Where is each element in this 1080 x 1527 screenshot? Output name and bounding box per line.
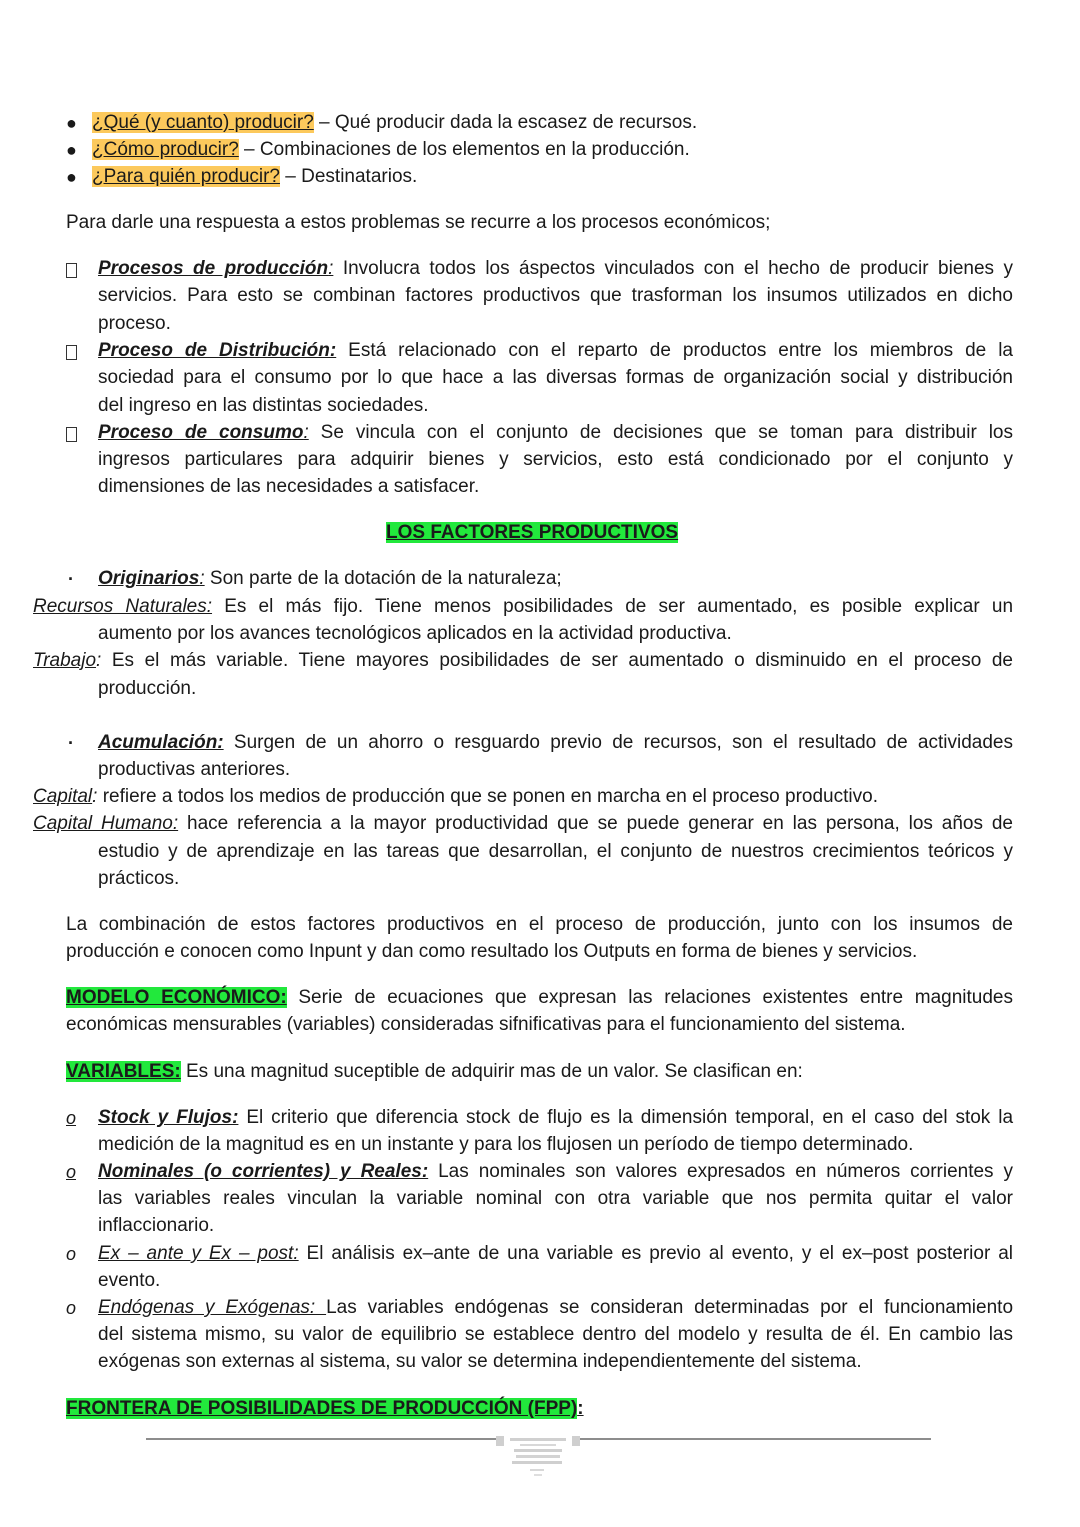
- intro-paragraph: Para darle una respuesta a estos problemas se recurre a los procesos económicos;: [66, 212, 771, 233]
- trabajo-term: Trabajo: [33, 650, 97, 671]
- bullet-circle-icon: o: [66, 1108, 77, 1128]
- variables-line: [66, 1060, 803, 1084]
- acumulacion-line2: productivas anteriores.: [98, 759, 291, 780]
- tipo-text: El criterio que diferencia stock de flujo es la dimensión temporal, en el caso del stok la: [238, 1107, 1014, 1128]
- tipo-text: Las nominales son valores expresados en números corrientes y: [428, 1161, 1014, 1182]
- proceso-distribucion-line1: [98, 339, 1013, 363]
- tipo-endogenas-line1: [98, 1296, 1013, 1320]
- question-text: – Combinaciones de los elementos en la producción.: [238, 139, 690, 160]
- combinacion-line2: producción e conocen como Inpunt y dan como resultado los Outputs en forma de bienes y servicios.: [66, 941, 918, 962]
- question-term: ¿Para quién producir?: [92, 166, 280, 187]
- modelo-term: MODELO ECONÓMICO:: [66, 987, 287, 1008]
- proceso-consumo-line2: ingresos particulares para adquirir bienes y servicios, esto está condicionado por el conjunto y: [98, 449, 1013, 470]
- modelo-text: Serie de ecuaciones que expresan las relaciones existentes entre magnitudes: [286, 987, 1013, 1008]
- section-title-factores: [386, 521, 678, 545]
- bullet-dot-icon: ●: [66, 167, 77, 187]
- trabajo-line2: producción.: [98, 678, 197, 699]
- modelo-line1: [66, 986, 1013, 1010]
- fpp-colon: :: [577, 1398, 584, 1419]
- modelo-line2: económicas mensurables (variables) consideradas sifnificativas para el funcionamiento del sistema.: [66, 1014, 906, 1035]
- bullet-circle-icon: o: [66, 1162, 77, 1182]
- tipo-exante-line1: [98, 1242, 1013, 1266]
- proceso-term: Proceso de Distribución:: [98, 340, 337, 361]
- recursos-text: Es el más fijo. Tiene menos posibilidades de ser aumentado, es posible explicar un: [212, 596, 1014, 617]
- tipo-nominales-line2: las variables reales vinculan la variable nominal con otra variable que nos permita quitar el valor: [98, 1188, 1013, 1209]
- tipo-term: Ex – ante y Ex – post:: [98, 1243, 299, 1264]
- originarios-term: Originarios: [98, 568, 200, 589]
- tipo-text: El análisis ex–ante de una variable es previo al evento, y el ex–post posterior al: [298, 1243, 1013, 1264]
- capital-humano-line3: prácticos.: [98, 868, 180, 889]
- capital-colon: :: [92, 786, 98, 807]
- acumulacion-text: Surgen de un ahorro o resguardo previo de recursos, son el resultado de actividades: [223, 732, 1013, 753]
- trabajo-colon: :: [96, 650, 102, 671]
- footer-rule-left: [146, 1438, 496, 1440]
- tipo-endogenas-line2: del sistema mismo, su valor de equilibrio se establece dentro del modelo y resulta de él. En cambio las: [98, 1324, 1013, 1345]
- trabajo-text: Es el más variable. Tiene mayores posibilidades de ser aumentado o disminuido en el proceso de: [101, 650, 1013, 671]
- capital-term: Capital: [33, 786, 93, 807]
- proceso-term: Proceso de consumo: [98, 422, 304, 443]
- checkbox-square-icon: [66, 427, 77, 442]
- tipo-term: Endógenas y Exógenas:: [98, 1297, 327, 1318]
- capital-humano-term: Capital Humano:: [33, 813, 179, 834]
- fpp-term: FRONTERA DE POSIBILIDADES DE PRODUCCIÓN (FPP): [66, 1398, 578, 1419]
- recursos-term: Recursos Naturales:: [33, 596, 213, 617]
- proceso-produccion-line3: proceso.: [98, 313, 171, 334]
- originarios-line: [98, 567, 562, 591]
- proceso-text: Está relacionado con el reparto de productos entre los miembros de la: [348, 340, 1013, 361]
- tipo-endogenas-line3: exógenas son externas al sistema, su valor se determina independientemente del sistema.: [98, 1351, 862, 1372]
- capital-line: [33, 785, 878, 809]
- tipo-text: Las variables endógenas se consideran determinadas por el funcionamiento: [326, 1297, 1014, 1318]
- bullet-circle-icon: o: [66, 1244, 77, 1264]
- proceso-distribucion-line3: del ingreso en las distintas sociedades.: [98, 395, 429, 416]
- capital-humano-line1: [33, 812, 1013, 836]
- footer-logo-icon: [496, 1432, 580, 1480]
- combinacion-line1: La combinación de estos factores productivos en el proceso de producción, junto con los insumos de: [66, 914, 1013, 935]
- question-text: – Destinatarios.: [280, 166, 418, 187]
- fpp-heading: [66, 1397, 584, 1421]
- proceso-consumo-line3: dimensiones de las necesidades a satisfacer.: [98, 476, 480, 497]
- recursos-line2: aumento por los avances tecnológicos aplicados en la actividad productiva.: [98, 623, 732, 644]
- tipo-nominales-line1: [98, 1160, 1013, 1184]
- tipo-stock-line1: [98, 1106, 1013, 1130]
- question-term: ¿Cómo producir?: [92, 139, 239, 160]
- proceso-colon: :: [303, 422, 309, 443]
- question-term: ¿Qué (y cuanto) producir?: [92, 112, 314, 133]
- footer-rule-right: [578, 1438, 931, 1440]
- originarios-text: Son parte de la dotación de la naturaleza;: [204, 568, 562, 589]
- proceso-distribucion-line2: sociedad para el consumo por lo que hace a las diversas formas de organización social y distribución: [98, 367, 1013, 388]
- originarios-colon: :: [199, 568, 205, 589]
- recursos-line1: [33, 595, 1013, 619]
- bullet-dot-icon: ●: [66, 113, 77, 133]
- proceso-consumo-line1: [98, 421, 1013, 445]
- trabajo-line1: [33, 649, 1013, 673]
- question-1: [92, 111, 697, 135]
- bullet-circle-icon: o: [66, 1298, 77, 1318]
- bullet-dot-icon: ●: [66, 140, 77, 160]
- capital-text: refiere a todos los medios de producción que se ponen en marcha en el proceso productivo.: [97, 786, 878, 807]
- question-3: [92, 165, 417, 189]
- proceso-term: Procesos de producción: [98, 258, 329, 279]
- variables-term: VARIABLES:: [66, 1061, 181, 1082]
- question-2: [92, 138, 690, 162]
- section-title-text: LOS FACTORES PRODUCTIVOS: [386, 522, 679, 543]
- proceso-produccion-line1: [98, 257, 1013, 281]
- proceso-produccion-line2: servicios. Para esto se combinan factores productivos que trasforman los insumos utilizados en dicho: [98, 285, 1013, 306]
- bullet-middot-icon: ·: [68, 569, 74, 589]
- proceso-text: Involucra todos los áspectos vinculados con el hecho de producir bienes y: [342, 258, 1013, 279]
- tipo-term: Stock y Flujos:: [98, 1107, 239, 1128]
- tipo-stock-line2: medición de la magnitud es en un instante y para los flujosen un período de tiempo determinado.: [98, 1134, 914, 1155]
- tipo-nominales-line3: inflaccionario.: [98, 1215, 215, 1236]
- checkbox-square-icon: [66, 345, 77, 360]
- question-text: – Qué producir dada la escasez de recursos.: [313, 112, 698, 133]
- tipo-exante-line2: evento.: [98, 1270, 161, 1291]
- bullet-middot-icon: ·: [68, 733, 74, 753]
- capital-humano-line2: estudio y de aprendizaje en las tareas que desarrollan, el conjunto de nuestros crecimientos teóricos y: [98, 841, 1013, 862]
- checkbox-square-icon: [66, 263, 77, 278]
- variables-text: Es una magnitud suceptible de adquirir mas de un valor. Se clasifican en:: [180, 1061, 803, 1082]
- acumulacion-term: Acumulación:: [98, 732, 224, 753]
- capital-humano-text: hace referencia a la mayor productividad que se puede generar en las persona, los años de: [178, 813, 1013, 834]
- acumulacion-line1: [98, 731, 1013, 755]
- proceso-colon: :: [328, 258, 334, 279]
- tipo-term: Nominales (o corrientes) y Reales:: [98, 1161, 429, 1182]
- proceso-text: Se vincula con el conjunto de decisiones que se toman para distribuir los: [320, 422, 1013, 443]
